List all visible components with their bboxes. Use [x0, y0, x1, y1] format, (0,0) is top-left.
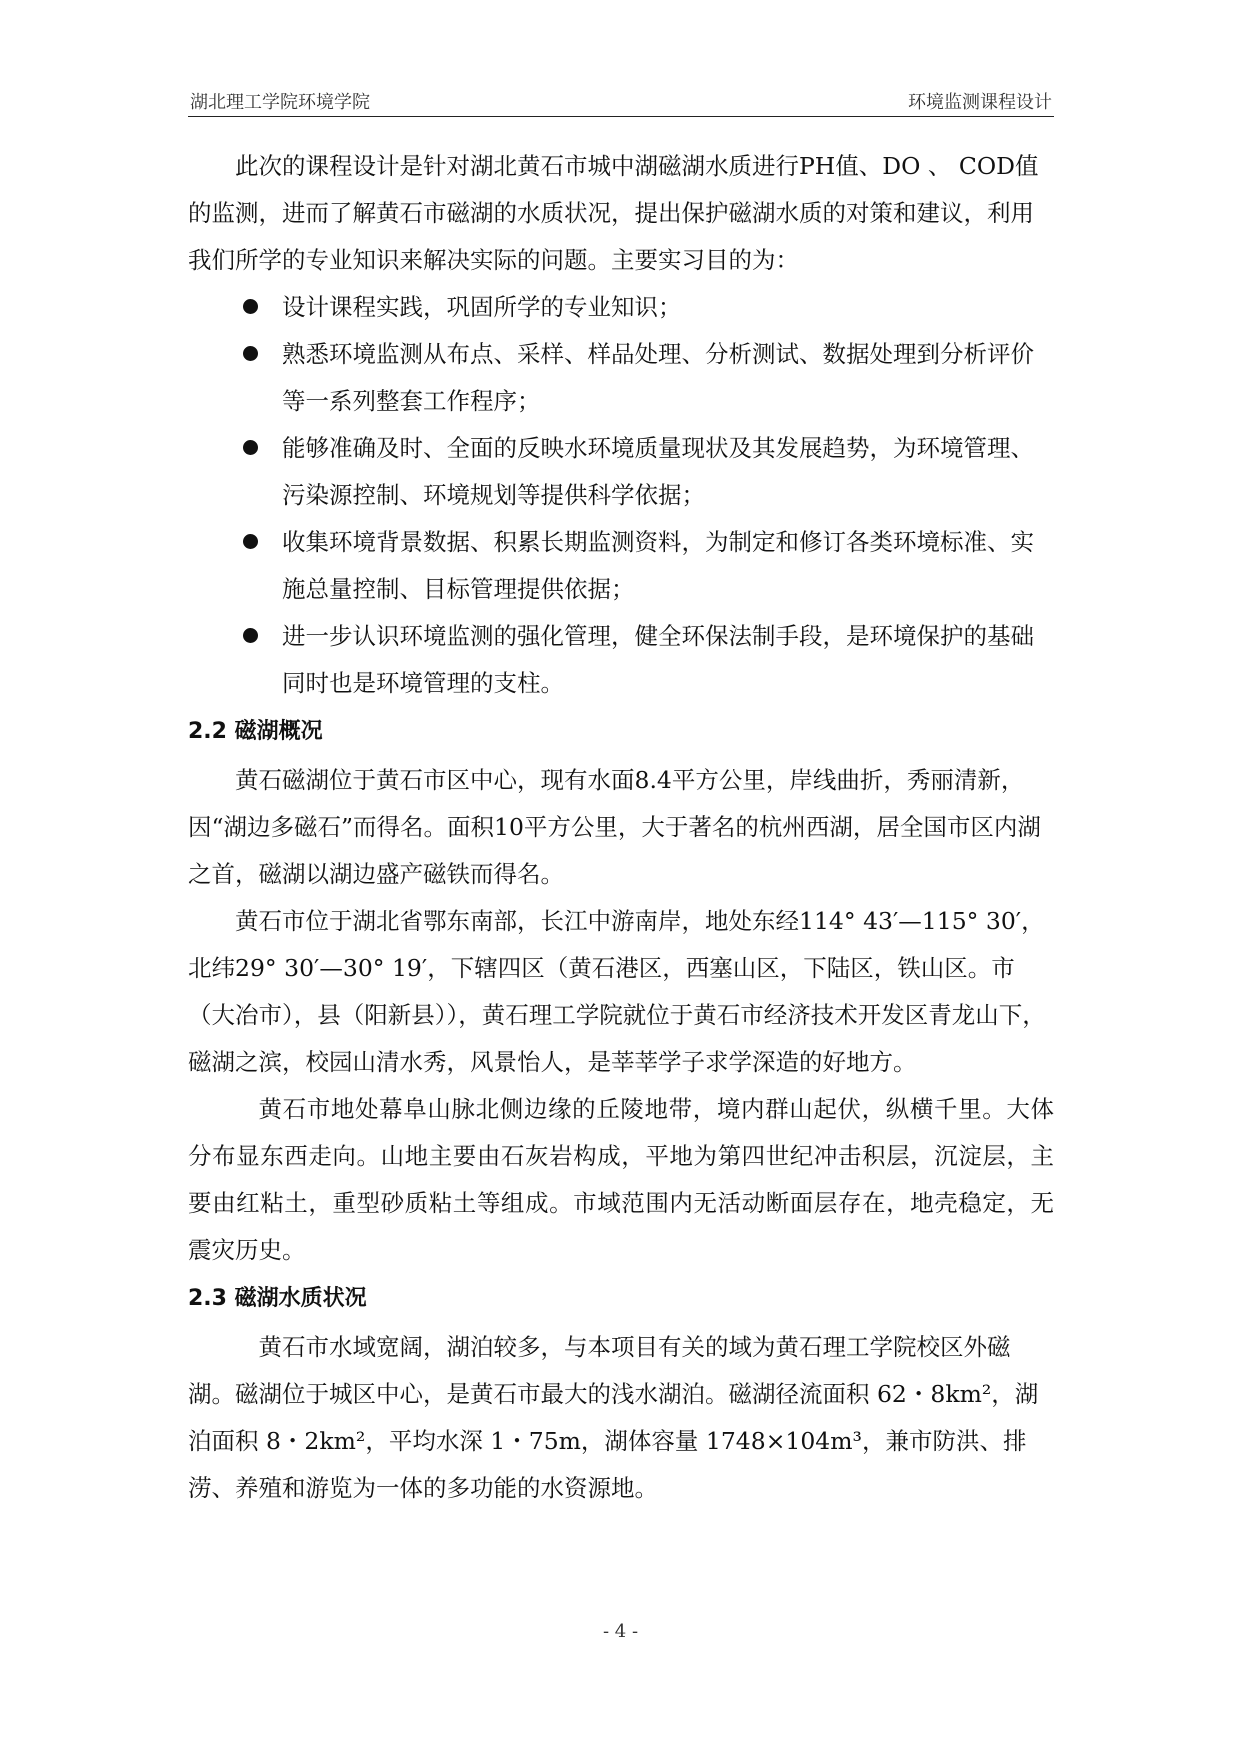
section-2-2-paragraph: 黄石市位于湖北省鄂东南部，长江中游南岸，地处东经114° 43′—115° 30′，北纬29° 30′—30° 19′，下辖四区（黄石港区，西塞山区，下陆区，铁山区。市（大冶市），县（阳新县）），黄石理工学院就位于黄石市经济技术开发区青龙山下，磁湖之滨，校园山清水秀，风景怡人，是莘莘学子求学深造的好地方。 [188, 907, 1046, 1076]
page-header [188, 86, 1054, 117]
bullet-dot-icon [243, 534, 258, 549]
header-course-title: 环境监测课程设计 [908, 92, 1052, 113]
objective-item [188, 613, 1054, 707]
objective-text: 设计课程实践，巩固所学的专业知识； [282, 293, 682, 321]
objective-item [188, 425, 1054, 519]
bullet-dot-icon [243, 628, 258, 643]
section-heading-2-3: 2.3 磁湖水质状况 [188, 1286, 367, 1311]
objective-text: 进一步认识环境监测的强化管理，健全环保法制手段，是环境保护的基础同时也是环境管理的支柱。 [282, 622, 1034, 697]
document-body [188, 143, 1054, 1512]
objective-item [188, 284, 1054, 331]
objective-item [188, 331, 1054, 425]
objective-text: 熟悉环境监测从布点、采样、样品处理、分析测试、数据处理到分析评价等一系列整套工作程序； [282, 340, 1034, 415]
objectives-list [188, 284, 1054, 707]
section-2-2-paragraph: 黄石市地处幕阜山脉北侧边缘的丘陵地带，境内群山起伏，纵横千里。大体分布显东西走向。山地主要由石灰岩构成，平地为第四世纪冲击积层，沉淀层，主要由红粘土，重型砂质粘土等组成。市域范围内无活动断面层存在，地壳稳定，无震灾历史。 [188, 1095, 1054, 1264]
header-institution: 湖北理工学院环境学院 [190, 92, 370, 113]
section-2-2-paragraph: 黄石磁湖位于黄石市区中心，现有水面8.4平方公里，岸线曲折，秀丽清新，因“湖边多磁石”而得名。面积10平方公里，大于著名的杭州西湖，居全国市区内湖之首，磁湖以湖边盛产磁铁而得名。 [188, 766, 1041, 888]
bullet-dot-icon [243, 346, 258, 361]
objective-text: 收集环境背景数据、积累长期监测资料，为制定和修订各类环境标准、实施总量控制、目标管理提供依据； [282, 528, 1034, 603]
section-2-3-paragraph: 黄石市水域宽阔，湖泊较多，与本项目有关的域为黄石理工学院校区外磁湖。磁湖位于城区中心，是黄石市最大的浅水湖泊。磁湖径流面积 62・8km²，湖泊面积 8・2km²，平均水深 1・75m，湖体容量 1748×104m³，兼市防洪、排涝、养殖和游览为一体的多功能的水资源地。 [188, 1333, 1039, 1502]
section-heading-2-2: 2.2 磁湖概况 [188, 719, 323, 744]
page-number: - 4 - [602, 1621, 639, 1642]
bullet-dot-icon [243, 440, 258, 455]
objective-item [188, 519, 1054, 613]
objective-text: 能够准确及时、全面的反映水环境质量现状及其发展趋势，为环境管理、污染源控制、环境规划等提供科学依据； [282, 434, 1034, 509]
bullet-dot-icon [243, 299, 258, 314]
intro-paragraph: 此次的课程设计是针对湖北黄石市城中湖磁湖水质进行PH值、DO 、 COD值的监测，进而了解黄石市磁湖的水质状况，提出保护磁湖水质的对策和建议，利用我们所学的专业知识来解决实际的问题。主要实习目的为： [188, 152, 1039, 274]
